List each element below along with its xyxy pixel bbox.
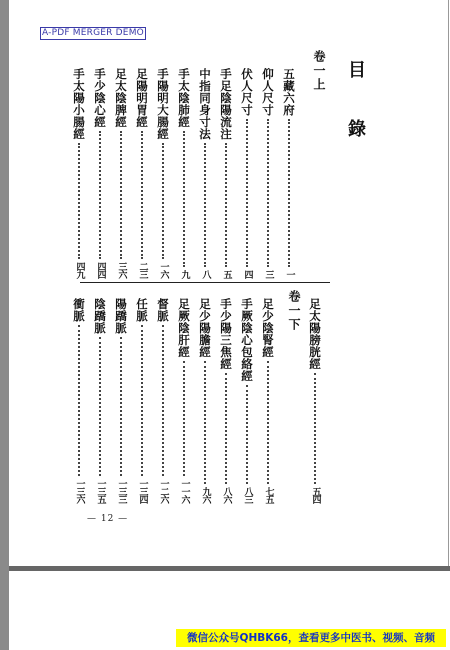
volume-upper-heading: 卷一上 bbox=[312, 50, 326, 92]
leader-dots bbox=[225, 373, 227, 484]
toc-entry bbox=[177, 298, 191, 503]
toc-entry bbox=[135, 298, 149, 503]
volume-lower-heading: 卷一下 bbox=[287, 290, 301, 332]
toc-entry bbox=[114, 298, 128, 503]
leader-dots bbox=[314, 373, 316, 484]
toc-entry-page: 三六 bbox=[116, 262, 127, 278]
toc-entry bbox=[93, 298, 107, 503]
toc-entry-name: 足陽明胃經 bbox=[135, 68, 149, 128]
leader-dots bbox=[141, 325, 143, 476]
toc-entry bbox=[72, 68, 86, 278]
toc-entry-page: 七五 bbox=[263, 487, 274, 503]
viewer-left-margin bbox=[0, 0, 9, 650]
toc-entry-name: 任脈 bbox=[135, 298, 149, 322]
toc-entry-page: 八三 bbox=[242, 487, 253, 503]
toc-entry bbox=[219, 68, 233, 278]
toc-entry-page: 四 bbox=[242, 270, 253, 278]
toc-entry-name: 手少陽三焦經 bbox=[219, 298, 233, 370]
toc-entry-name: 足太陽膀胱經 bbox=[308, 298, 322, 370]
toc-entry-page: 九六 bbox=[200, 487, 211, 503]
watermark-label: A-PDF MERGER DEMO bbox=[42, 28, 144, 38]
toc-entry-page: 三 bbox=[263, 270, 274, 278]
toc-entry-name: 足太陰脾經 bbox=[114, 68, 128, 128]
toc-entry-page: 一一六 bbox=[179, 479, 190, 503]
page-number: — 12 — bbox=[87, 514, 129, 524]
toc-entry-page: 一三六 bbox=[74, 479, 85, 503]
toc-entry-page: 一 bbox=[284, 270, 295, 278]
toc-entry-name: 足厥陰肝經 bbox=[177, 298, 191, 358]
leader-dots bbox=[246, 385, 248, 484]
toc-entry bbox=[198, 68, 212, 278]
toc-entry-page: 八六 bbox=[221, 487, 232, 503]
section-divider bbox=[80, 282, 330, 283]
toc-entry-name: 手陽明大腸經 bbox=[156, 68, 170, 140]
toc-entry-page: 五 bbox=[221, 270, 232, 278]
toc-entry-page: 二三 bbox=[137, 262, 148, 278]
leader-dots bbox=[162, 143, 164, 259]
toc-entry-name: 陰蹻脈 bbox=[93, 298, 107, 334]
leader-dots bbox=[120, 131, 122, 259]
leader-dots bbox=[141, 131, 143, 259]
leader-dots bbox=[99, 131, 101, 259]
toc-entry bbox=[308, 298, 322, 503]
toc-entry bbox=[198, 298, 212, 503]
toc-entry-name: 足少陽膽經 bbox=[198, 298, 212, 358]
toc-entry-name: 衝脈 bbox=[72, 298, 86, 322]
toc-entry bbox=[156, 68, 170, 278]
toc-entry bbox=[261, 68, 275, 278]
toc-entry bbox=[240, 298, 254, 503]
leader-dots bbox=[78, 143, 80, 259]
toc-entry-name: 中指同身寸法 bbox=[198, 68, 212, 140]
leader-dots bbox=[267, 361, 269, 484]
toc-entry-page: 一三三 bbox=[116, 479, 127, 503]
toc-entry-name: 手太陰肺經 bbox=[177, 68, 191, 128]
leader-dots bbox=[183, 131, 185, 267]
toc-entry bbox=[156, 298, 170, 503]
toc-title: 目 錄 bbox=[345, 60, 366, 147]
toc-entry-page: 八 bbox=[200, 270, 211, 278]
toc-entry bbox=[219, 298, 233, 503]
toc-entry-name: 仰人尺寸 bbox=[261, 68, 275, 116]
toc-entry bbox=[135, 68, 149, 278]
promo-banner: 微信公众号QHBK66，查看更多中医书、视频、音频 bbox=[176, 629, 446, 647]
leader-dots bbox=[120, 337, 122, 476]
toc-entry bbox=[114, 68, 128, 278]
leader-dots bbox=[78, 325, 80, 476]
toc-entry bbox=[261, 298, 275, 503]
leader-dots bbox=[204, 143, 206, 267]
toc-entry-page: 五四 bbox=[310, 487, 321, 503]
toc-entry-name: 督脈 bbox=[156, 298, 170, 322]
toc-entry-name: 伏人尺寸 bbox=[240, 68, 254, 116]
leader-dots bbox=[267, 119, 269, 267]
leader-dots bbox=[288, 119, 290, 267]
leader-dots bbox=[162, 325, 164, 476]
toc-entry-name: 陽蹻脈 bbox=[114, 298, 128, 334]
toc-entry bbox=[72, 298, 86, 503]
document-page bbox=[12, 0, 449, 568]
toc-entry bbox=[240, 68, 254, 278]
toc-entry-page: 一三五 bbox=[95, 479, 106, 503]
leader-dots bbox=[183, 361, 185, 476]
toc-entry-page: 九 bbox=[179, 270, 190, 278]
leader-dots bbox=[204, 361, 206, 484]
toc-entry-page: 一二六 bbox=[158, 479, 169, 503]
toc-entry-page: 四九 bbox=[74, 262, 85, 278]
toc-entry-name: 手太陽小腸經 bbox=[72, 68, 86, 140]
toc-entry-name: 手厥陰心包絡經 bbox=[240, 298, 254, 382]
leader-dots bbox=[246, 119, 248, 267]
leader-dots bbox=[225, 143, 227, 267]
toc-entry bbox=[93, 68, 107, 278]
toc-entry-page: 四四 bbox=[95, 262, 106, 278]
leader-dots bbox=[99, 337, 101, 476]
toc-entry bbox=[282, 68, 296, 278]
toc-entry-name: 手足陰陽流注 bbox=[219, 68, 233, 140]
toc-entry-page: 一六 bbox=[158, 262, 169, 278]
toc-entry-page: 一三四 bbox=[137, 479, 148, 503]
toc-entry-name: 手少陰心經 bbox=[93, 68, 107, 128]
toc-entry-name: 五藏六府 bbox=[282, 68, 296, 116]
toc-entry bbox=[177, 68, 191, 278]
toc-entry-name: 足少陰腎經 bbox=[261, 298, 275, 358]
